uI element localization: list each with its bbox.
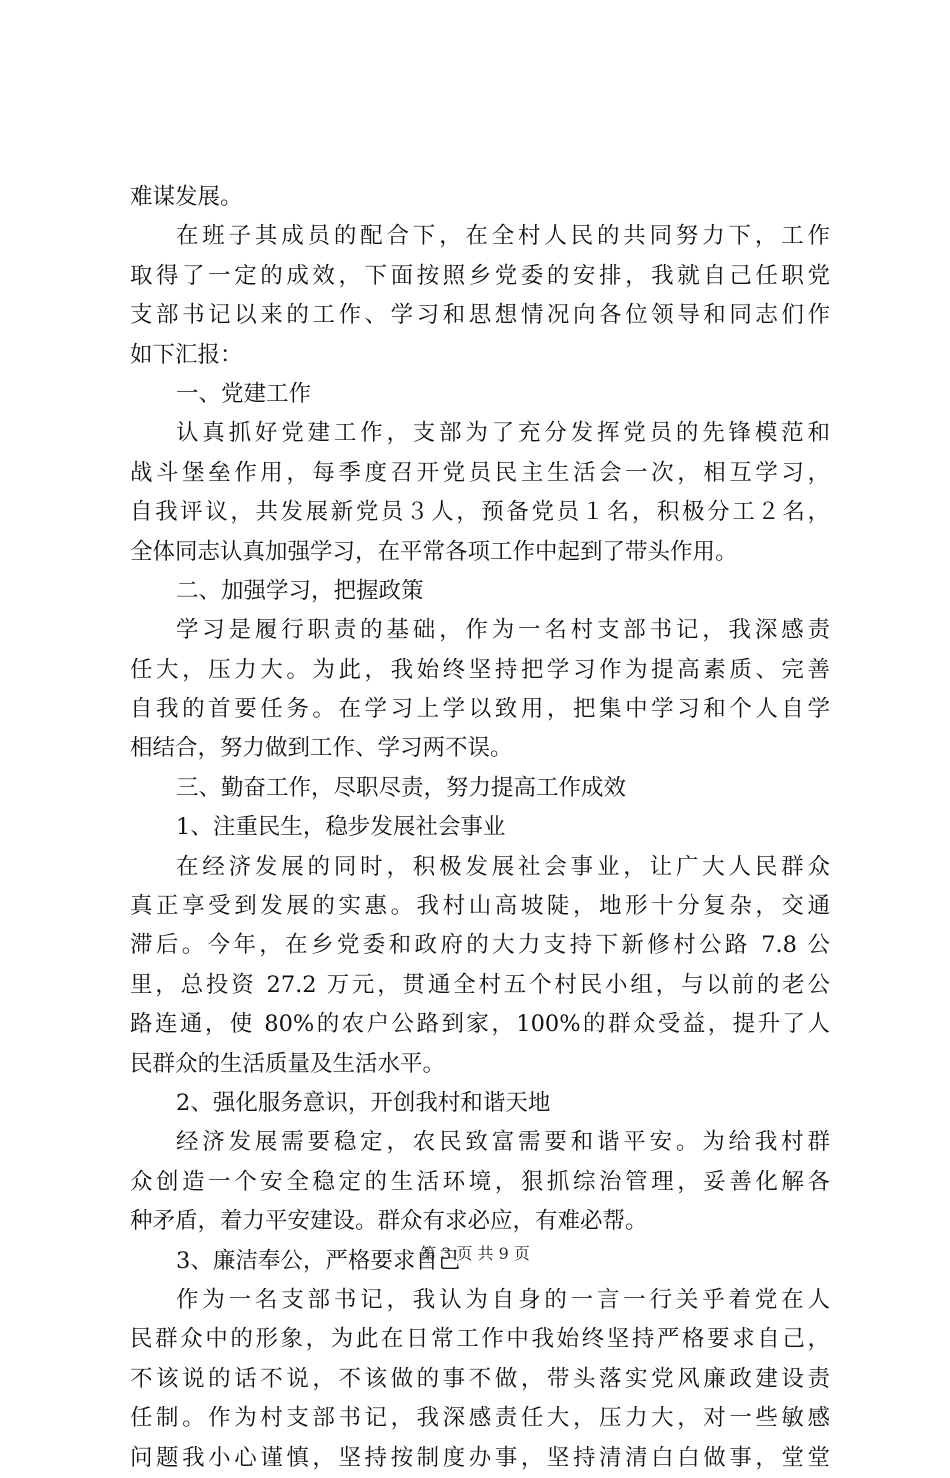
text-line: 2、强化服务意识，开创我村和谐天地 [176,1089,551,1116]
text-line: 自我评议，共发展新党员３人，预备党员１名，积极分工２名， [130,499,830,526]
document-body [130,178,830,1478]
text-line: 如下汇报： [130,341,243,368]
text-line: 滞后。今年，在乡党委和政府的大力支持下新修村公路 7.8 公 [130,932,830,959]
text-line: 任大，压力大。为此，我始终坚持把学习作为提高素质、完善 [130,656,830,683]
text-line: 一、党建工作 [176,380,312,407]
text-line: 作为一名支部书记，我认为自身的一言一行关乎着党在人 [176,1286,830,1313]
text-line: 众创造一个安全稳定的生活环境，狠抓综治管理，妥善化解各 [130,1168,830,1195]
page-footer: 第 3 页 共 9 页 [420,1244,530,1263]
text-line: 任制。作为村支部书记，我深感责任大，压力大，对一些敏感 [130,1405,830,1432]
text-line: 经济发展需要稳定，农民致富需要和谐平安。为给我村群 [176,1129,830,1156]
text-line: 在班子其成员的配合下，在全村人民的共同努力下，工作 [176,223,830,250]
text-line: 战斗堡垒作用，每季度召开党员民主生活会一次，相互学习， [130,459,830,486]
text-line: 里，总投资 27.2 万元，贯通全村五个村民小组，与以前的老公 [130,971,830,998]
text-line: 在经济发展的同时，积极发展社会事业，让广大人民群众 [176,853,830,880]
text-line: 路连通，使 80%的农户公路到家，100%的群众受益，提升了人 [130,1011,830,1038]
text-line: 认真抓好党建工作，支部为了充分发挥党员的先锋模范和 [176,420,830,447]
text-line: 支部书记以来的工作、学习和思想情况向各位领导和同志们作 [130,302,830,329]
text-line: 相结合，努力做到工作、学习两不误。 [130,735,513,762]
text-line: 1、注重民生，稳步发展社会事业 [176,814,506,841]
text-line: 民群众的生活质量及生活水平。 [130,1050,446,1077]
text-line: 3、廉洁奉公，严格要求自己 [176,1247,461,1274]
text-line: 真正享受到发展的实惠。我村山高坡陡，地形十分复杂，交通 [130,893,830,920]
text-line: 问题我小心谨慎，坚持按制度办事，坚持清清白白做事，堂堂 [130,1444,830,1471]
text-line: 三、勤奋工作，尽职尽责，努力提高工作成效 [176,774,627,801]
text-line: 二、加强学习，把握政策 [176,577,424,604]
text-line: 不该说的话不说，不该做的事不做，带头落实党风廉政建设责 [130,1365,830,1392]
text-line: 全体同志认真加强学习，在平常各项工作中起到了带头作用。 [130,538,738,565]
text-line: 难谋发展。 [130,184,243,210]
text-line: 种矛盾，着力平安建设。群众有求必应，有难必帮。 [130,1208,648,1235]
text-line: 学习是履行职责的基础，作为一名村支部书记，我深感责 [176,617,830,644]
text-line: 取得了一定的成效，下面按照乡党委的安排，我就自己任职党 [130,262,830,289]
text-line: 自我的首要任务。在学习上学以致用，把集中学习和个人自学 [130,696,830,723]
text-line: 民群众中的形象，为此在日常工作中我始终坚持严格要求自己， [130,1326,830,1353]
